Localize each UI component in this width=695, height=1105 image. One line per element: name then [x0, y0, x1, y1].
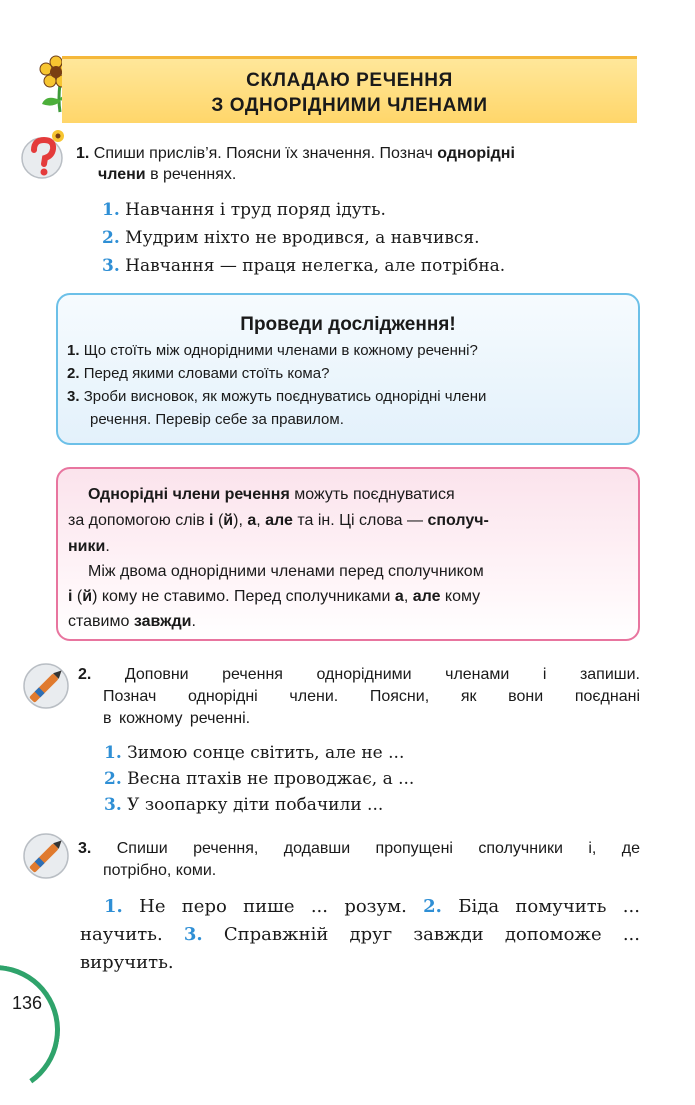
sentence-text: Весна птахів не проводжає, а ... [127, 769, 415, 789]
sentence-number: 2. [102, 228, 120, 248]
question-icon [20, 128, 68, 182]
section-title-line-2: З ОДНОРІДНИМИ ЧЛЕНАМИ [211, 95, 488, 116]
rule-text: ( [213, 512, 224, 529]
instruction-text: Спиши прислів’я. Поясни їх значення. Познач [93, 145, 438, 162]
rule-text: Між двома однорідними членами перед сполучником [88, 563, 484, 580]
rule-conj: а [394, 588, 404, 605]
sentence-text: Мудрим ніхто не вродився, а навчився. [125, 228, 480, 248]
sentence-number: 1. [104, 743, 122, 763]
sentence-text: Навчання — праця нелегка, але потрібна. [125, 256, 506, 276]
task-1-sentence [102, 256, 505, 276]
task-3-instruction [78, 838, 640, 859]
task-2-instruction [103, 708, 640, 729]
sentence-text: Зимою сонце світить, але не ... [127, 743, 405, 763]
rule-conj: і [68, 588, 73, 605]
rule-line-4 [88, 560, 632, 584]
sentence-text: Біда помучить ... [458, 896, 640, 917]
task-number: 2. [78, 666, 92, 683]
task-3-instruction [103, 860, 640, 881]
task-2-instruction [78, 664, 640, 685]
sentence-number: 1. [104, 896, 123, 917]
pen-icon [20, 660, 72, 712]
sentence-text: Не перо пише ... розум. [139, 896, 407, 917]
instruction-bold: однорідні [437, 145, 515, 162]
rule-term: завжди [133, 613, 192, 630]
research-item [67, 340, 478, 362]
task-2-instruction [103, 686, 640, 707]
sentence-text: научить. [80, 924, 163, 945]
task-1-instruction [76, 143, 646, 164]
task-number: 3. [78, 840, 92, 857]
task-2-sentence [104, 769, 414, 789]
task-2-sentence [104, 743, 404, 763]
rule-conj: а [247, 512, 257, 529]
rule-text: ставимо [68, 613, 134, 630]
rule-text: ), [233, 512, 248, 529]
research-item-number: 3. [67, 388, 80, 405]
research-title: Проведи дослідження! [240, 314, 456, 335]
sentence-number: 3. [183, 924, 203, 945]
rule-term: ники [68, 538, 106, 555]
rule-conj: й [82, 588, 93, 605]
rule-text: та ін. Ці слова — [292, 512, 428, 529]
rule-text: , [256, 512, 266, 529]
task-3-text-line [104, 896, 640, 917]
research-item-number: 2. [67, 365, 80, 382]
instruction-text: Доповни речення однорідними членами і запиши. [124, 666, 640, 683]
task-3-text-line [80, 952, 174, 973]
rule-text: ( [72, 588, 83, 605]
pen-icon [20, 830, 72, 882]
sentence-number: 3. [102, 256, 120, 276]
task-3-text-line [80, 924, 640, 945]
research-item [67, 386, 486, 408]
task-number: 1. [76, 145, 90, 162]
rule-text: . [191, 613, 196, 630]
rule-text: за допомогою слів [68, 512, 210, 529]
research-box [56, 293, 640, 445]
corner-decoration [0, 955, 70, 1105]
instruction-text: потрібно, коми. [103, 862, 217, 879]
rule-line-6 [68, 610, 632, 634]
sentence-number: 2. [104, 769, 122, 789]
task-1-sentence [102, 200, 386, 220]
sentence-number: 1. [102, 200, 120, 220]
rule-line-1 [88, 483, 632, 507]
sentence-number: 3. [104, 795, 122, 815]
rule-text: ) кому не ставимо. Перед сполучниками [92, 588, 395, 605]
rule-conj: й [223, 512, 234, 529]
rule-text: . [105, 538, 110, 555]
research-item-text: Зроби висновок, як можуть поєднуватись однорідні члени [83, 388, 487, 405]
sentence-text: Навчання і труд поряд ідуть. [125, 200, 386, 220]
rule-conj: але [412, 588, 441, 605]
sentence-text: виручить. [80, 952, 174, 973]
rule-line-5 [68, 585, 632, 609]
section-title-line-1: СКЛАДАЮ РЕЧЕННЯ [246, 70, 453, 91]
instruction-text: Спиши речення, додавши пропущені сполучники і, де [116, 840, 640, 857]
research-item [67, 363, 329, 385]
rule-term: сполуч- [427, 512, 489, 529]
section-title-band [62, 56, 637, 123]
rule-line-2 [68, 509, 632, 533]
task-1-sentence [102, 228, 480, 248]
research-item-text: речення. Перевір себе за правилом. [90, 411, 344, 428]
rule-term: Однорідні члени речення [88, 486, 290, 503]
sentence-text: Справжній друг завжди допоможе ... [223, 924, 640, 945]
task-2-sentence [104, 795, 383, 815]
research-item-cont [90, 409, 344, 431]
rule-text: , [403, 588, 413, 605]
page-number: 136 [12, 993, 43, 1013]
instruction-text: Познач однорідні члени. Поясни, як вони поєднані [103, 688, 640, 705]
sentence-number: 2. [423, 896, 442, 917]
research-item-number: 1. [67, 342, 80, 359]
rule-line-3 [68, 535, 632, 559]
rule-text: можуть поєднуватися [289, 486, 455, 503]
rule-box [56, 467, 640, 641]
instruction-text: в кожному реченні. [103, 710, 251, 727]
research-item-text: Що стоїть між однорідними членами в кожному реченні? [83, 342, 478, 359]
rule-conj: і [209, 512, 214, 529]
instruction-text: в реченнях. [145, 166, 237, 183]
instruction-bold: члени [98, 166, 146, 183]
sentence-text: У зоопарку діти побачили ... [127, 795, 384, 815]
task-1-instruction-cont [98, 164, 638, 185]
research-item-text: Перед якими словами стоїть кома? [83, 365, 330, 382]
rule-conj: але [265, 512, 293, 529]
rule-text: кому [440, 588, 481, 605]
